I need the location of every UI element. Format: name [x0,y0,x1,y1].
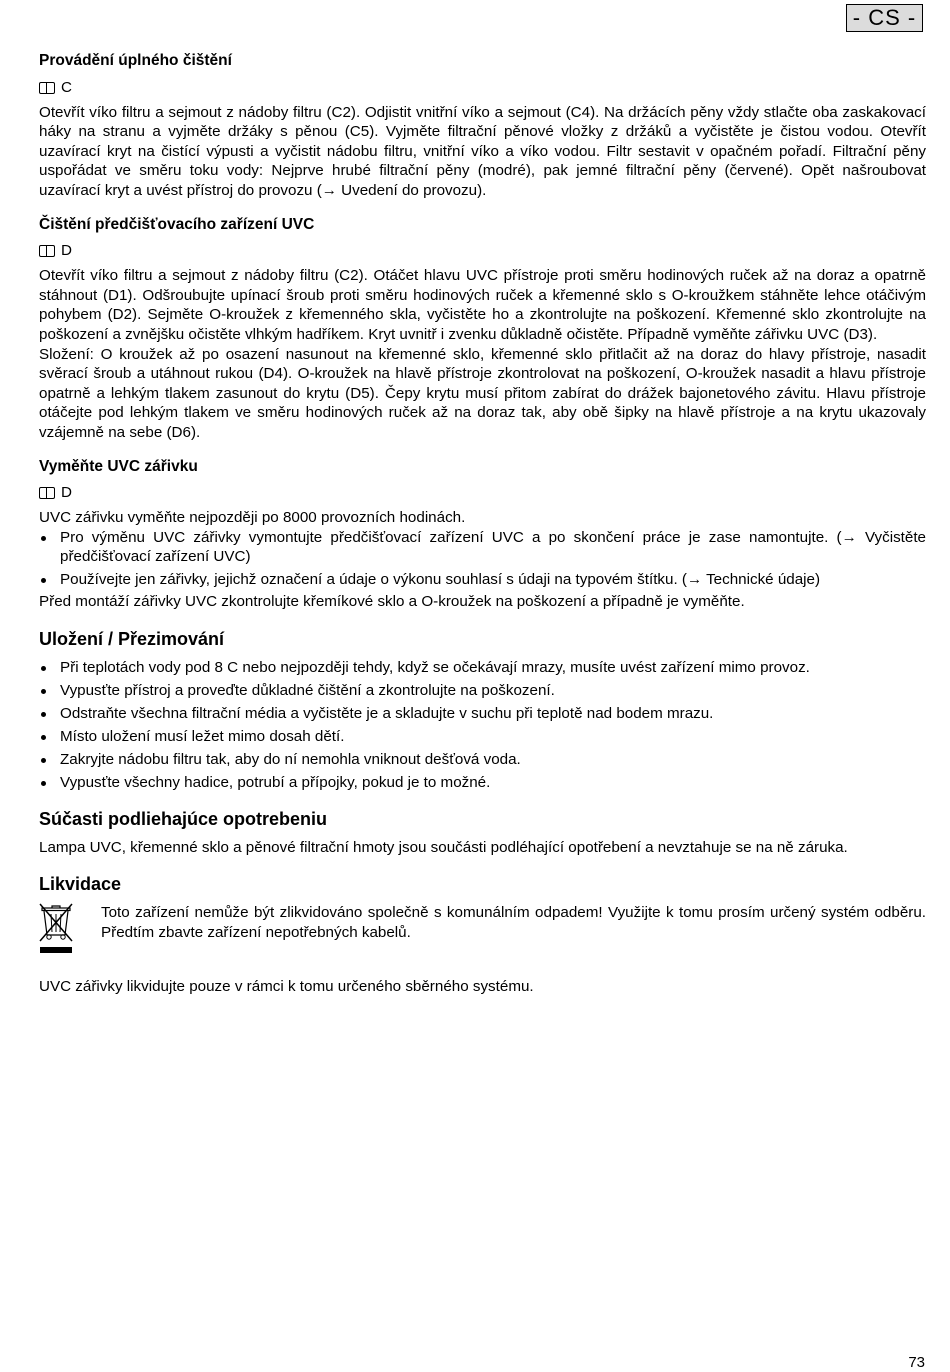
book-icon [39,487,55,499]
figure-reference [39,78,926,98]
section-title-disposal: Likvidace [39,874,122,895]
list-item: Odstraňte všechna filtrační média a vyčistěte je a skladujte v suchu při teplotě nad bodem mrazu. [39,704,926,724]
language-badge: - CS - [846,4,923,32]
figure-reference [39,241,926,261]
page-number: 73 [908,1354,925,1371]
replace-uvc-list [39,528,926,590]
section-title-full-cleaning: Provádění úplného čištění [39,52,232,69]
list-item: Zakryjte nádobu filtru tak, aby do ní nemohla vniknout dešťová voda. [39,750,926,770]
figure-reference [39,483,926,503]
list-item: Pro výměnu UVC zářivky vymontujte předčišťovací zařízení UVC a po skončení práce je zase namontujte. (→ Vyčistěte předčišťovací zařízení UVC) [39,528,926,567]
figure-ref-label: D [61,242,72,260]
list-item: Vypusťte přístroj a proveďte důkladné čištění a zkontrolujte na poškození. [39,681,926,701]
uvc-assembly-text: Složení: O kroužek až po osazení nasunout na křemenné sklo, křemenné sklo přitlačit až na doraz do hlavy přístroje, nasadit svěrací šroub a utáhnout rukou (D4). O-kroužek na hlavě přístroje zkontrolovat na poškození, O-kroužek nasadit a hlavu přístroje opatrně a lehkým tlakem zasunout do krytu (D5). Čepy krytu musí přitom zabírat do drážek bajonetového závitu. Hlavu přístroje otáčejte pod lehkým tlakem ve směru hodinových ruček až na doraz tak, aby obě šipky na hlavě přístroje a na krytu ukazovaly vzájemně na sebe (D6). [39,345,926,441]
list-item: Při teplotách vody pod 8 C nebo nejpozději tehdy, když se očekávají mrazy, musíte uvést zařízení mimo provoz. [39,658,926,678]
figure-ref-label: C [61,78,72,96]
disposal-block [39,903,926,963]
section-title-replace-uvc: Vyměňte UVC zářivku [39,457,198,475]
section-title-storage: Uložení / Přezimování [39,629,225,650]
book-icon [39,82,55,94]
list-item: Používejte jen zářivky, jejichž označení a údaje o výkonu souhlasí s údaji na typovém štítku. (→ Technické údaje) [39,570,926,590]
storage-list [39,658,926,793]
weee-bin-icon [39,903,101,963]
disposal-note: UVC zářivky likvidujte pouze v rámci k tomu určeného sběrného systému. [39,977,534,995]
replace-uvc-outro: Před montáží zářivky UVC zkontrolujte křemíkové sklo a O-kroužek na poškození a případně je vyměňte. [39,593,745,611]
page-content [39,51,926,996]
section-title-wear-parts: Súčasti podliehajúce opotrebeniu [39,809,328,830]
figure-ref-label: D [61,484,72,502]
list-item: Vypusťte všechny hadice, potrubí a přípojky, pokud je to možné. [39,773,926,793]
full-cleaning-text: Otevřít víko filtru a sejmout z nádoby filtru (C2). Odjistit vnitřní víko a sejmout (C4). Na držácích pěny vždy stlačte oba zaskakovací háky na stranu a vyjměte držáky s pěnou (C5). Vyjměte filtrační pěnové vložky z držáků a vyčistěte je čistou vodou. Otevřít uzavírací kryt na čistící výpusti a vyčistit nádobu filtru, vnitřní víko a víko vodou. Filtr sestavit v opačném pořadí. Filtrační pěny uspořádat ve směru toku vody: Nejprve hrubé filtrační pěny (modré), pak jemné filtrační pěny (červené). Opět našroubovat uzavírací kryt a uvést přístroj do provozu (→ Uvedení do provozu). [39,103,926,199]
uvc-cleaning-text: Otevřít víko filtru a sejmout z nádoby filtru (C2). Otáčet hlavu UVC přístroje proti směru hodinových ruček až na doraz a opatrně stáhnout (D1). Odšroubujte upínací šroub proti směru hodinových ruček a křemenné sklo s O-kroužkem stáhněte lehce otáčivým pohybem (D2). Sejměte O-kroužek z křemenného skla, vyčistěte ho a zkontrolujte na poškození. Křemenné sklo zkontrolujte na poškození a zvnějšku očistěte vlhkým hadříkem. Kryt uvnitř i zvenku důkladně očistěte. Případně vyměňte zářivku UVC (D3). [39,267,926,343]
replace-uvc-intro: UVC zářivku vyměňte nejpozději po 8000 provozních hodinách. [39,509,466,527]
disposal-text: Toto zařízení nemůže být zlikvidováno společně s komunálním odpadem! Využijte k tomu prosím určený systém odběru. Předtím zbavte zařízení nepotřebných kabelů. [101,904,926,941]
list-item: Místo uložení musí ležet mimo dosah dětí. [39,727,926,747]
section-title-uvc-cleaning: Čištění předčišťovacího zařízení UVC [39,215,315,233]
wear-parts-text: Lampa UVC, křemenné sklo a pěnové filtrační hmoty jsou součásti podléhající opotřebení a nevztahuje se na ně záruka. [39,838,848,856]
book-icon [39,245,55,257]
